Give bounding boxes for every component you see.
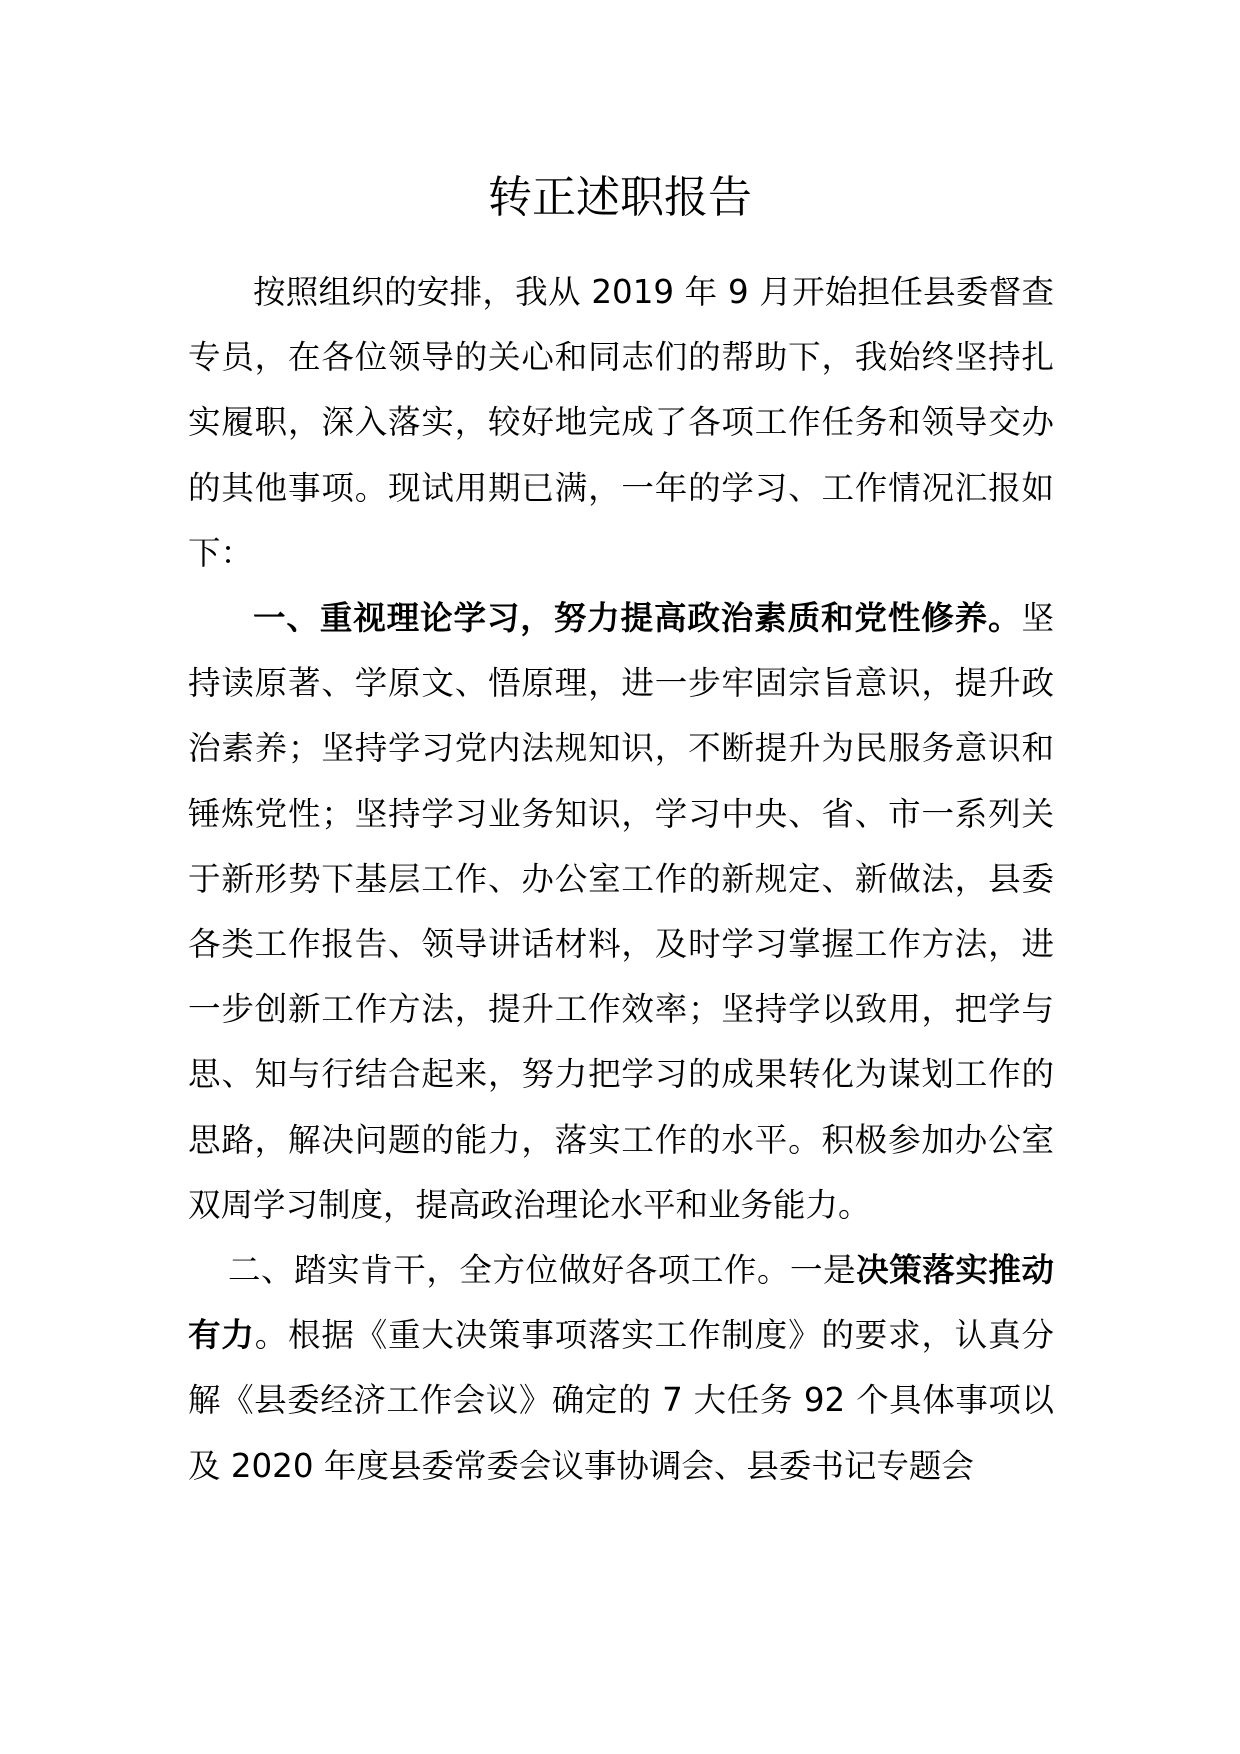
paragraph-work-text: 。根据《重大决策事项落实工作制度》的要求，认真分解《县委经济工作会议》确定的 7 大任务 92 个具体事项以及 2020 年度县委常委会议事协调会、县委书记专题会	[188, 1316, 1054, 1485]
section-heading-1: 一、重视理论学习，努力提高政治素质和党性修养。	[253, 599, 1022, 638]
paragraph-theory-study	[188, 586, 1054, 1238]
paragraph-work-highlight: 决策落实推动有力	[188, 1251, 1054, 1355]
paragraph-theory-study-text: 坚持读原著、学原文、悟原理，进一步牢固宗旨意识，提升政治素养；坚持学习党内法规知识，不断提升为民服务意识和锤炼党性；坚持学习业务知识，学习中央、省、市一系列关于新形势下基层工作、办公室工作的新规定、新做法，县委各类工作报告、领导讲话材料，及时学习掌握工作方法，进一步创新工作方法，提升工作效率；坚持学以致用，把学与思、知与行结合起来，努力把学习的成果转化为谋划工作的思路，解决问题的能力，落实工作的水平。积极参加办公室双周学习制度，提高政治理论水平和业务能力。	[188, 599, 1054, 1224]
paragraph-intro-text: 按照组织的安排，我从 2019 年 9 月开始担任县委督查专员，在各位领导的关心和同志们的帮助下，我始终坚持扎实履职，深入落实，较好地完成了各项工作任务和领导交办的其他事项。现试用期已满，一年的学习、工作情况汇报如下：	[188, 273, 1054, 572]
paragraph-intro	[188, 260, 1054, 586]
paragraph-work-lead: 二、踏实肯干，全方位做好各项工作。一是	[228, 1251, 857, 1290]
paragraph-work	[188, 1238, 1054, 1499]
document-title: 转正述职报告	[488, 172, 752, 223]
document-body	[188, 260, 1054, 1499]
